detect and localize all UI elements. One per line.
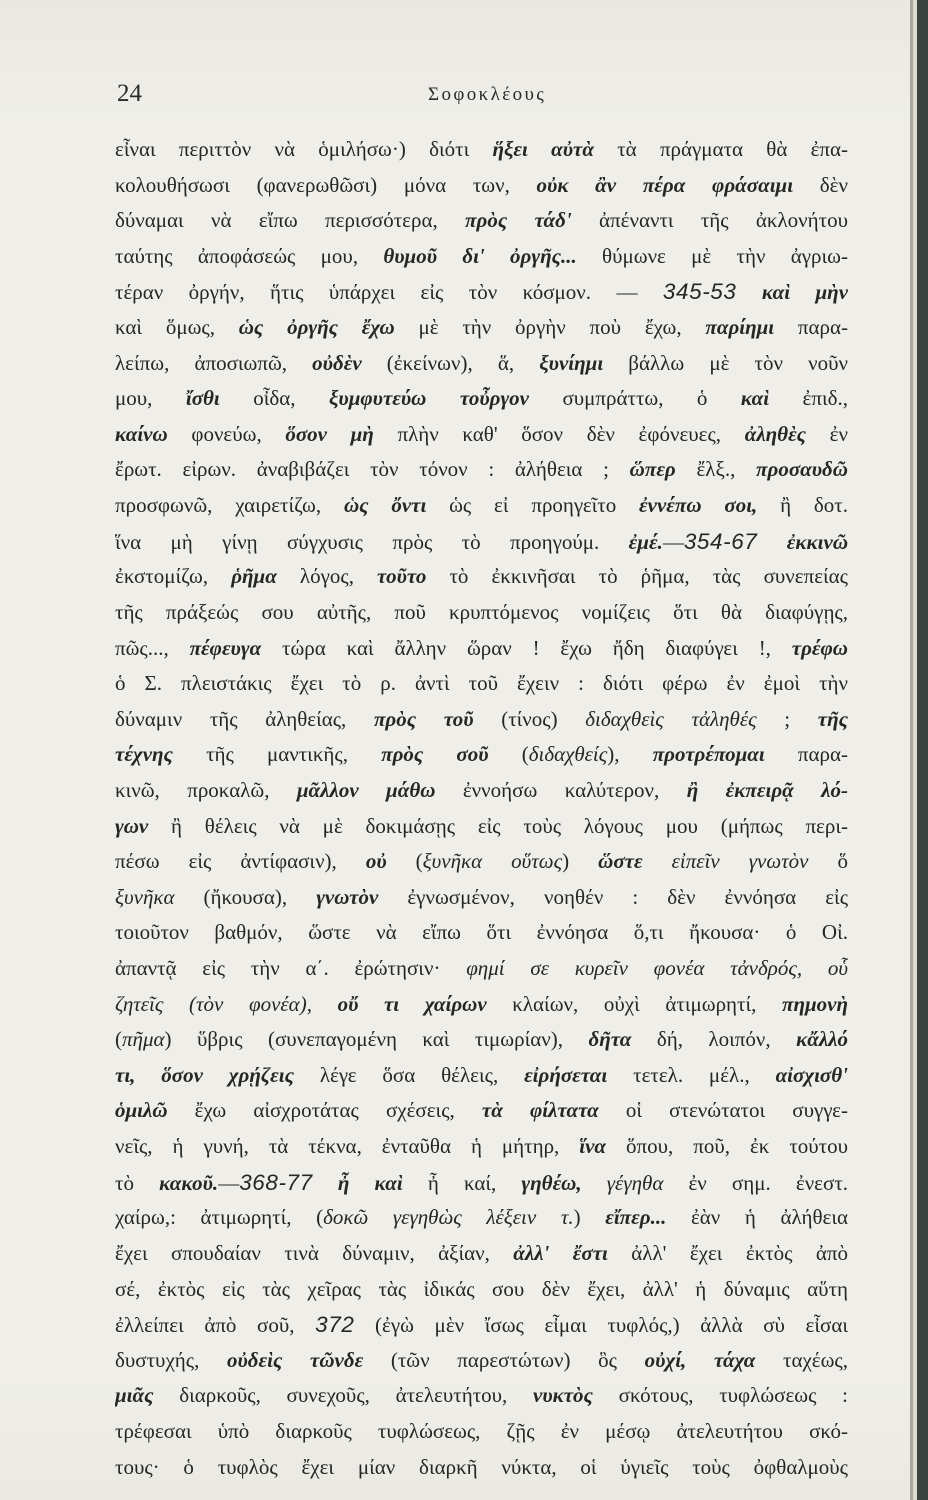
lemma-bold: ἐννέπω σοι,	[639, 493, 758, 518]
text-run: ἀπέναντι τῆς ἀκλονήτου	[571, 208, 848, 233]
text-line	[115, 1058, 848, 1094]
text-run: τετελ. μέλ.,	[607, 1062, 776, 1087]
text-line	[115, 1200, 848, 1236]
lemma-bold: οὐκ ἂν πέρα φράσαιμι	[536, 172, 794, 197]
text-run: τὰ πράγματα θὰ ἐπα-	[593, 137, 848, 161]
text-run: ἐγνωσμένον, νοηθέν : δὲν ἐννόησα εἰς	[378, 884, 848, 909]
lemma-bold: προσαυδῶ	[756, 457, 848, 482]
text-run: νεῖς, ἡ γυνή, τὰ τέκνα, ἐνταῦθα ἡ μήτηρ,	[115, 1134, 580, 1159]
lemma-bold: ὅσον μὴ	[285, 421, 374, 446]
text-run: (τίνος)	[473, 706, 586, 731]
text-run: (τῶν παρεστώτων) ὃς	[363, 1347, 645, 1372]
text-run: πῶς...,	[115, 635, 190, 660]
text-run: (	[488, 742, 529, 767]
text-line	[115, 1414, 848, 1450]
lemma-bold: ξυμφυτεύω τοὖργον	[328, 386, 529, 411]
text-run: ἔχει σπουδαίαν τινὰ δύναμιν, ἀξίαν,	[115, 1240, 514, 1265]
lemma-bold: καὶ μὴν	[761, 280, 848, 305]
text-line	[115, 1093, 848, 1129]
italic-text: εἰπεῖν γνωτὸν	[671, 849, 809, 874]
text-run: )	[562, 849, 599, 874]
text-line	[115, 524, 848, 560]
text-run: πλὴν καθ' ὅσον δὲν ἐφόνευες,	[373, 421, 745, 446]
text-line	[115, 737, 848, 773]
lemma-bold: πημονὴ	[782, 991, 848, 1016]
text-run: χαίρω,: ἀτιμωρητί, (	[115, 1205, 324, 1230]
text-run: ἔλξ.,	[675, 457, 757, 482]
text-run: προσφωνῶ, χαιρετίζω,	[115, 493, 344, 518]
text-run: (ἐγὼ μὲν ἴσως εἶμαι τυφλός,) ἀλλὰ σὺ εἶσαι	[354, 1313, 848, 1338]
lemma-bold: προτρέπομαι	[652, 742, 765, 767]
text-run: κολουθήσωσι (φανερωθῶσι) μόνα των,	[115, 172, 537, 197]
text-run: τῆς μαντικῆς,	[172, 742, 382, 767]
text-run: σέ, ἐκτὸς εἰς τὰς χεῖρας τὰς ἰδικάς σου δὲν ἔχει, ἀλλ' ἡ δύναμις αὕτη	[115, 1276, 848, 1301]
lemma-bold: πρὸς σοῦ	[381, 742, 489, 767]
italic-text: ξυνῆκα οὕτως	[422, 849, 563, 874]
text-line	[115, 1165, 848, 1201]
text-line	[115, 809, 848, 845]
lemma-bold: ὡς ὀργῆς ἔχω	[238, 315, 395, 340]
verse-reference: 372	[315, 1312, 355, 1338]
text-run: ταύτης ἀποφάσεώς μου,	[115, 243, 384, 268]
lemma-bold: νυκτὸς	[533, 1383, 593, 1408]
text-run: ;	[756, 706, 818, 731]
italic-text: πῆμα	[122, 1027, 165, 1052]
text-line	[115, 132, 848, 168]
lemma-bold: ἴσθι	[185, 386, 220, 411]
text-run: δή, λοιπόν,	[631, 1027, 797, 1052]
verse-reference: 345-53	[662, 279, 737, 305]
verse-reference: 354-67	[683, 528, 758, 554]
text-line	[115, 203, 848, 239]
text-line	[115, 702, 848, 738]
text-line	[115, 1022, 848, 1058]
text-run: ἐπιδ.,	[769, 386, 848, 411]
text-line	[115, 1307, 848, 1343]
lemma-bold: εἰρήσεται	[524, 1062, 608, 1087]
text-run: συμπράττω, ὁ	[529, 386, 741, 411]
text-run: ἀπαντᾷ εἰς τὴν α΄. ἐρώτησιν·	[115, 956, 467, 981]
text-line	[115, 452, 848, 488]
text-run: οἱ στενώτατοι συγγε-	[598, 1098, 848, 1123]
text-line	[115, 773, 848, 809]
lemma-bold: ἐκκινῶ	[786, 529, 848, 554]
lemma-bold: πρὸς τοῦ	[373, 706, 474, 731]
text-line	[115, 880, 848, 916]
text-run: (	[115, 1027, 122, 1052]
text-line	[115, 274, 848, 310]
text-run: —	[662, 529, 684, 554]
lemma-bold: τῆς	[817, 706, 848, 731]
text-run: διαρκοῦς, συνεχοῦς, ἀτελευτήτου,	[153, 1383, 533, 1408]
lemma-bold: ξυνίημι	[539, 350, 604, 375]
lemma-bold: ἢ ἐκπειρᾷ λό-	[686, 777, 848, 802]
text-run: ταχέως,	[755, 1347, 848, 1372]
text-line	[115, 1236, 848, 1272]
lemma-bold: γων	[115, 813, 149, 838]
lemma-bold: εἴπερ...	[605, 1205, 667, 1230]
lemma-bold: γνωτὸν	[316, 884, 379, 909]
text-run	[802, 956, 828, 980]
text-line	[115, 346, 848, 382]
lemma-bold: θυμοῦ δι' ὀργῆς...	[383, 243, 577, 268]
italic-text: δοκῶ γεγηθὼς λέξειν τ.	[323, 1205, 574, 1230]
text-run: παρα-	[764, 742, 848, 767]
text-run: ) ὕβρις (συνεπαγομένη καὶ τιμωρίαν),	[164, 1027, 589, 1052]
lemma-bold: οὔ τι χαίρων	[337, 991, 487, 1016]
text-run: λόγος,	[276, 564, 378, 589]
lemma-bold: πέφευγα	[189, 635, 262, 660]
lemma-bold: ὥστε	[598, 849, 643, 874]
italic-text: διδαχθεὶς τἀληθές	[585, 706, 757, 731]
lemma-bold: καίνω	[115, 421, 168, 446]
text-run: τὸ ἐκκινῆσαι τὸ ῥῆμα, τὰς συνεπείας	[426, 564, 848, 589]
text-run: δύναμιν τῆς ἀληθείας,	[115, 706, 374, 731]
text-run: ὡς εἰ προηγεῖτο	[426, 493, 640, 518]
text-run: ἵνα μὴ γίνῃ σύγχυσις πρὸς τὸ προηγούμ.	[115, 529, 629, 554]
text-run: δυστυχής,	[115, 1347, 227, 1372]
text-run: ὅπου, ποῦ, ἐκ τούτου	[606, 1134, 848, 1159]
text-run: δὲν	[793, 172, 848, 197]
text-run: ἔχω αἰσχροτάτας σχέσεις,	[167, 1098, 482, 1123]
text-line	[115, 595, 848, 631]
text-run	[736, 280, 761, 304]
text-line	[115, 168, 848, 204]
text-run	[643, 849, 672, 873]
text-run: μὲ τὴν ὀργὴν ποὺ ἔχω,	[394, 315, 706, 340]
lemma-bold: τρέφω	[791, 635, 848, 660]
text-line	[115, 239, 848, 275]
text-run	[312, 992, 338, 1016]
text-line	[115, 488, 848, 524]
lemma-bold: ῥῆμα	[231, 564, 277, 589]
text-run: σκότους, τυφλώσεως :	[592, 1383, 848, 1408]
text-run: πέσω εἰς ἀντίφασιν),	[115, 849, 366, 874]
text-run: ἐν σημ. ἐνεστ.	[663, 1170, 848, 1195]
lemma-bold: οὐ	[365, 849, 387, 874]
text-run: θύμωνε μὲ τὴν ἀγριω-	[576, 243, 848, 268]
text-run: βάλλω μὲ τὸν νοῦν	[603, 350, 848, 375]
text-line	[115, 310, 848, 346]
text-run: (ἤκουσα),	[174, 884, 317, 909]
lemma-bold: οὐδὲν	[312, 350, 362, 375]
lemma-bold: ἥξει αὐτὰ	[492, 137, 594, 161]
text-run: ἦ καί,	[402, 1170, 522, 1195]
text-run: ἐὰν ἡ ἀλήθεια	[666, 1205, 848, 1230]
text-run	[757, 530, 786, 554]
text-run: ἢ θέλεις νὰ μὲ δοκιμάσῃς εἰς τοὺς λόγους μου (μήπως περι-	[148, 813, 848, 838]
running-title: Σοφοκλέους	[428, 84, 547, 105]
lemma-bold: πρὸς τάδ'	[465, 208, 572, 233]
lemma-bold: δῆτα	[588, 1027, 632, 1052]
text-run: δύναμαι νὰ εἴπω περισσότερα,	[115, 208, 466, 233]
lemma-bold: τὰ φίλτατα	[481, 1098, 599, 1123]
text-line	[115, 987, 848, 1023]
lemma-bold: ἐμέ.	[628, 529, 663, 554]
italic-text: ζητεῖς (τὸν φονέα),	[115, 991, 312, 1016]
lemma-bold: κἄλλό	[796, 1027, 848, 1052]
text-line	[115, 666, 848, 702]
lemma-bold: γηθέω,	[521, 1170, 582, 1195]
text-run: φονεύω,	[167, 421, 286, 446]
lemma-bold: ἦ καὶ	[337, 1170, 403, 1195]
text-line	[115, 559, 848, 595]
text-run: τέραν ὀργήν, ἥτις ὑπάρχει εἰς τὸν κόσμον. —	[115, 280, 663, 305]
text-run: (	[386, 849, 423, 874]
text-line	[115, 381, 848, 417]
text-run: ὁ Σ. πλειστάκις ἔχει τὸ ρ. ἀντὶ τοῦ ἔχειν : διότι φέρω ἐν ἐμοὶ τὴν	[115, 671, 848, 696]
text-run	[313, 1171, 338, 1195]
lemma-bold: μιᾶς	[115, 1383, 154, 1408]
lemma-bold: μᾶλλον μάθω	[296, 777, 436, 802]
lemma-bold: καὶ	[740, 386, 770, 411]
text-run: κινῶ, προκαλῶ,	[115, 777, 297, 802]
adjacent-page-edge	[917, 0, 928, 1500]
text-line	[115, 631, 848, 667]
text-line	[115, 844, 848, 880]
text-run: λείπω, ἀποσιωπῶ,	[115, 350, 313, 375]
text-run: λέγε ὅσα θέλεις,	[293, 1062, 525, 1087]
text-line	[115, 417, 848, 453]
italic-text: ξυνῆκα	[115, 884, 175, 909]
text-line	[115, 1343, 848, 1379]
text-run: )	[573, 1205, 606, 1230]
lemma-bold: τι, ὅσον χρῄζεις	[115, 1062, 294, 1087]
verse-reference: 368-77	[239, 1169, 313, 1195]
text-run: τους· ὁ τυφλὸς ἔχει μίαν διαρκῆ νύκτα, οἱ ὑγιεῖς τοὺς ὀφθαλμοὺς	[115, 1454, 848, 1479]
lemma-bold: τέχνης	[115, 742, 173, 767]
text-run: ἐλλείπει ἀπὸ σοῦ,	[115, 1313, 316, 1338]
text-line	[115, 1129, 848, 1165]
text-run: ἐννοήσω καλύτερον,	[435, 777, 687, 802]
text-run: ἐκστομίζω,	[115, 564, 232, 589]
text-run: ἔρωτ. εἰρων. ἀναβιβάζει τὸν τόνον : ἀλήθεια ;	[115, 457, 630, 482]
italic-text: γέγηθα	[606, 1170, 664, 1195]
italic-text: διδαχθείς	[528, 742, 608, 767]
text-run: τώρα καὶ ἄλλην ὥραν ! ἔχω ἤδη διαφύγει !,	[261, 635, 792, 660]
lemma-bold: ἵνα	[579, 1134, 607, 1159]
commentary-body	[115, 132, 848, 1485]
text-run: τοιοῦτον βαθμόν, ὥστε νὰ εἴπω ὅτι ἐννόησα ὅ,τι ἤκουσα· ὁ Οἰ.	[115, 920, 848, 945]
text-line	[115, 951, 848, 987]
text-run: ἢ δοτ.	[757, 493, 848, 518]
lemma-bold: οὐδεὶς τῶνδε	[226, 1347, 364, 1372]
lemma-bold: κακοῦ.	[159, 1170, 219, 1195]
text-run: τὸ	[115, 1170, 160, 1195]
text-line	[115, 1450, 848, 1486]
text-run: —	[218, 1170, 240, 1195]
lemma-bold: αἰσχισθ'	[775, 1062, 848, 1087]
text-line	[115, 1378, 848, 1414]
lemma-bold: ὡς ὄντι	[343, 493, 427, 518]
text-run: κλαίων, οὐχὶ ἀτιμωρητί,	[486, 991, 782, 1016]
lemma-bold: οὐχί, τάχα	[644, 1347, 756, 1372]
text-run: οἶδα,	[219, 386, 329, 411]
lemma-bold: παρίημι	[705, 315, 775, 340]
italic-text: οὗ	[827, 956, 848, 981]
page-number: 24	[117, 80, 142, 107]
italic-text: φημί σε κυρεῖν φονέα τἀνδρός,	[466, 956, 803, 981]
lemma-bold: ὁμιλῶ	[115, 1098, 168, 1123]
text-run: μου,	[115, 386, 186, 411]
text-run: εἶναι περιττὸν νὰ ὁμιλήσω·) διότι	[115, 137, 493, 161]
lemma-bold: ἀληθὲς	[744, 421, 807, 446]
lemma-bold: ἀλλ' ἔστι	[513, 1240, 608, 1265]
text-run: ἀλλ' ἔχει ἐκτὸς ἀπὸ	[607, 1240, 848, 1265]
text-run: (ἐκείνων), ἅ,	[361, 350, 540, 375]
text-run: τρέφεσαι ὑπὸ διαρκοῦς τυφλώσεως, ζῇς ἐν μέσῳ ἀτελευτήτου σκό-	[115, 1418, 848, 1443]
text-run	[582, 1171, 607, 1195]
text-run: ὅ	[808, 849, 848, 874]
text-line	[115, 915, 848, 951]
text-run: ἐν	[806, 421, 848, 446]
lemma-bold: τοῦτο	[377, 564, 427, 589]
text-run: τῆς πράξεώς σου αὐτῆς, ποῦ κρυπτόμενος νομίζεις ὅτι θὰ διαφύγῃς,	[115, 599, 848, 624]
text-run: ),	[607, 742, 653, 767]
text-run: καὶ ὅμως,	[115, 315, 239, 340]
lemma-bold: ὥπερ	[629, 457, 676, 482]
text-run: παρα-	[774, 315, 848, 340]
text-line	[115, 1272, 848, 1308]
